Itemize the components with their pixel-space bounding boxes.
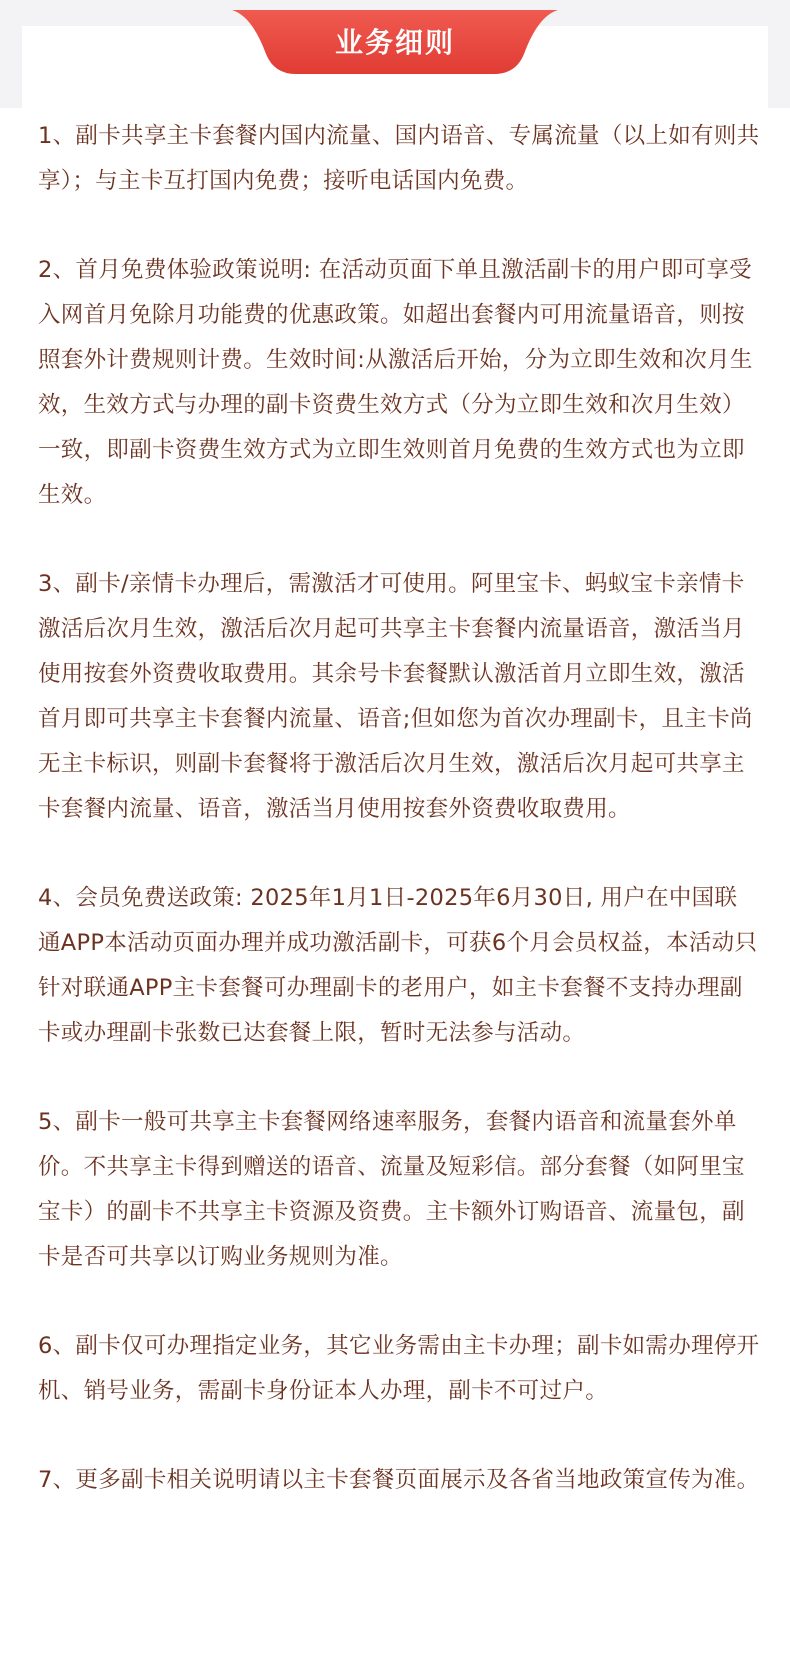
- rule-item-7: 7、更多副卡相关说明请以主卡套餐页面展示及各省当地政策宣传为准。: [38, 1467, 760, 1493]
- rule-item-5: 5、副卡一般可共享主卡套餐网络速率服务，套餐内语音和流量套外单价。不共享主卡得到赠送的语音、流量及短彩信。部分套餐（如阿里宝宝卡）的副卡不共享主卡资源及资费。主卡额外订购语音、流量包，副卡是否可共享以订购业务规则为准。: [38, 1109, 745, 1270]
- title-tab: [232, 10, 558, 84]
- rule-item-2: 2、首月免费体验政策说明: 在活动页面下单且激活副卡的用户即可享受入网首月免除月功能费的优惠政策。如超出套餐内可用流量语音，则按照套外计费规则计费。生效时间:从激活后开始，分为立即生效和次月生效，生效方式与办理的副卡资费生效方式（分为立即生效和次月生效）一致，即副卡资费生效方式为立即生效则首月免费的生效方式也为立即生效。: [38, 257, 753, 508]
- rule-item-6: 6、副卡仅可办理指定业务，其它业务需由主卡办理；副卡如需办理停开机、销号业务，需副卡身份证本人办理，副卡不可过户。: [38, 1333, 760, 1404]
- page-title: 业务细则: [334, 26, 455, 59]
- rules-list: [38, 114, 760, 1547]
- rule-item-1: 1、副卡共享主卡套餐内国内流量、国内语音、专属流量（以上如有则共享）；与主卡互打国内免费；接听电话国内免费。: [38, 123, 760, 194]
- rule-item-4: 4、会员免费送政策: 2025年1月1日-2025年6月30日, 用户在中国联通APP本活动页面办理并成功激活副卡，可获6个月会员权益，本活动只针对联通APP主卡套餐可办理副卡的老用户，如主卡套餐不支持办理副卡或办理副卡张数已达套餐上限，暂时无法参与活动。: [38, 885, 758, 1046]
- rule-item-3: 3、副卡/亲情卡办理后，需激活才可使用。阿里宝卡、蚂蚁宝卡亲情卡激活后次月生效，激活后次月起可共享主卡套餐内流量语音，激活当月使用按套外资费收取费用。其余号卡套餐默认激活首月立即生效，激活首月即可共享主卡套餐内流量、语音;但如您为首次办理副卡，且主卡尚无主卡标识，则副卡套餐将于激活后次月生效，激活后次月起可共享主卡套餐内流量、语音，激活当月使用按套外资费收取费用。: [38, 571, 753, 822]
